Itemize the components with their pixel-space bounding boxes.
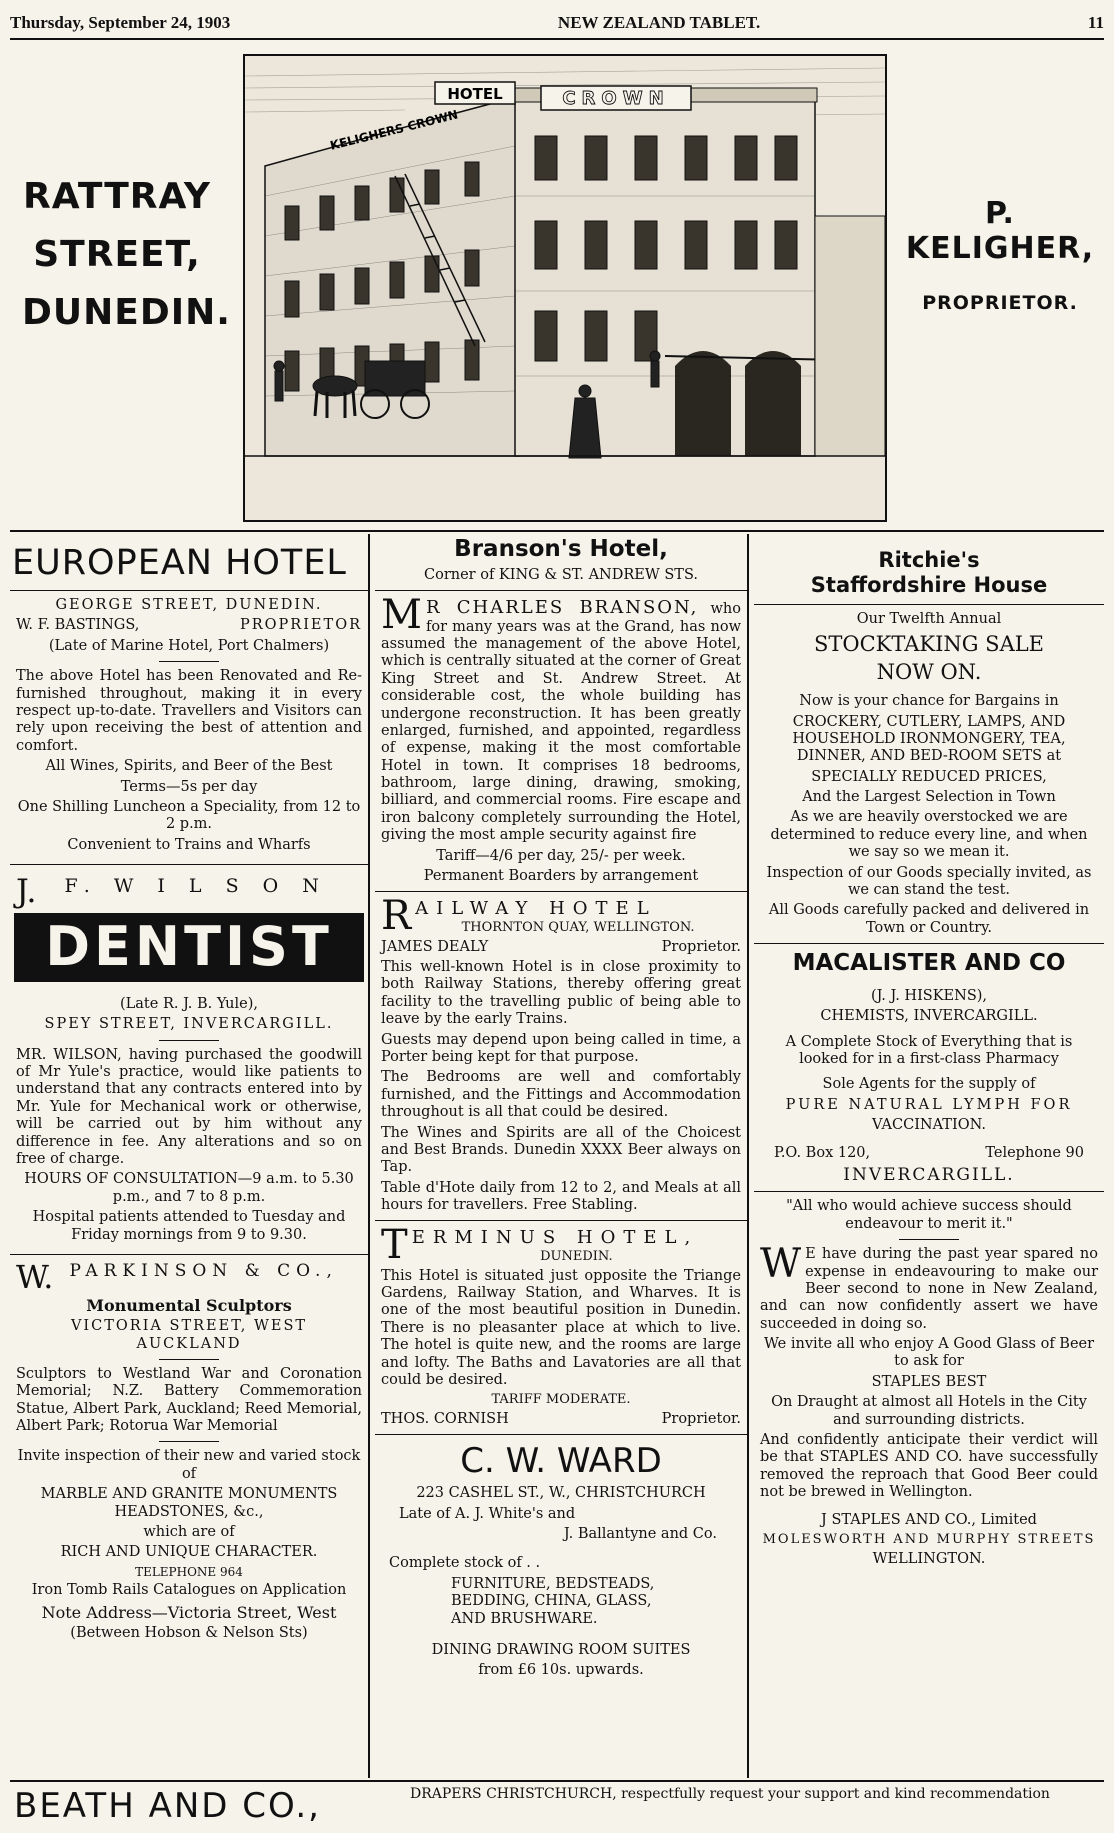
european-title: EUROPEAN HOTEL	[12, 543, 347, 583]
divider	[159, 1359, 219, 1360]
ritchie-selection: And the Largest Selection in Town	[802, 789, 1056, 806]
railway-p4: The Wines and Spirits are all of the Choicest and Best Brands. Dunedin XXXX Beer always on Tap.	[381, 1124, 741, 1176]
parkinson-between: (Between Hobson & Nelson Sts)	[70, 1624, 308, 1641]
macalister-stock: A Complete Stock of Everything that is looked for in a first-class Pharmacy	[785, 1033, 1073, 1067]
ritchie-title-b: Staffordshire House	[810, 573, 1048, 598]
proprietor-role: PROPRIETOR.	[922, 292, 1078, 314]
terminus-name: ERMINUS HOTEL,	[411, 1227, 699, 1249]
staples-lead-block	[760, 1241, 1098, 1333]
staples-initial: W	[760, 1241, 802, 1288]
terminus-city: DUNEDIN.	[540, 1249, 613, 1265]
ritchie-chance: Now is your chance for Bargains in	[799, 693, 1059, 710]
hero-right-proprietor	[895, 196, 1105, 314]
staples-invite: We invite all who enjoy A Good Glass of Beer to ask for	[763, 1336, 1095, 1370]
branson-hotel-ad	[375, 536, 747, 885]
hero-left-address	[22, 168, 231, 342]
european-terms: Terms—5s per day	[120, 778, 258, 795]
masthead: NEW ZEALAND TABLET.	[557, 13, 761, 32]
ritchie-title-a: Ritchie's	[878, 548, 980, 572]
divider	[375, 891, 747, 892]
parkinson-trade: Monumental Sculptors	[86, 1295, 292, 1315]
wilson-name: F. W I L S O N	[64, 875, 328, 898]
divider	[754, 943, 1104, 944]
parkinson-character: RICH AND UNIQUE CHARACTER.	[60, 1544, 318, 1561]
staples-city: WELLINGTON.	[872, 1550, 986, 1567]
parkinson-body: Sculptors to Westland War and Coronation Memorial; N.Z. Battery Commemoration Statue, Albert Park, Auckland; Reed Memorial, Albert Park; Rotorua War Memorial	[16, 1365, 362, 1435]
european-hotel-ad	[10, 542, 368, 854]
sign-side: KELIGHERS CROWN	[328, 107, 460, 153]
staples-verdict: And confidently anticipate their verdict will be that STAPLES AND CO. have successfully removed the reproach that Good Beer could not be brewed in Wellington.	[760, 1432, 1098, 1501]
staples-quote: "All who would achieve success should endeavour to merit it."	[786, 1198, 1072, 1232]
divider	[754, 604, 1104, 605]
terminus-hotel-ad	[375, 1222, 747, 1428]
branson-body-block	[381, 591, 741, 845]
parkinson-catalogues: Iron Tomb Rails Catalogues on Application	[31, 1582, 347, 1599]
staples-streets: MOLESWORTH AND MURPHY STREETS	[762, 1531, 1096, 1547]
parkinson-ad	[10, 1257, 368, 1642]
ward-address: 223 CASHEL ST., W., CHRISTCHURCH	[416, 1485, 706, 1502]
terminus-body: This Hotel is situated just opposite the Triange Gardens, Railway Station, and Wharves. It is one of the most beautiful position in Dunedin. There is no pleasanter place at which to live. The hotel is quite new, and the rooms are large and lofty. The Baths and Lavatories are all that could be desired.	[381, 1267, 741, 1389]
divider	[375, 590, 747, 591]
branson-corner: Corner of KING & ST. ANDREW STS.	[424, 566, 698, 583]
macalister-lymph: PURE NATURAL LYMPH FOR	[785, 1096, 1073, 1113]
divider	[754, 1191, 1104, 1192]
railway-initial: R	[381, 893, 412, 940]
parkinson-which: which are of	[143, 1524, 235, 1541]
beath-drapers: DRAPERS CHRISTCHURCH, respectfully request your support and kind recommendation	[410, 1786, 1050, 1802]
parkinson-telephone: TELEPHONE 964	[135, 1564, 243, 1579]
wilson-late: (Late R. J. B. Yule),	[120, 995, 258, 1012]
railway-hotel-ad	[375, 893, 747, 1214]
ward-title: C. W. WARD	[460, 1441, 662, 1482]
european-proprietor-label: PROPRIETOR	[239, 617, 362, 634]
railway-proprietor-name: JAMES DEALY	[381, 938, 489, 955]
wilson-hours: HOURS OF CONSULTATION—9 a.m. to 5.30 p.m., and 7 to 8 p.m.	[24, 1171, 354, 1205]
ward-late-b: J. Ballantyne and Co.	[563, 1525, 717, 1542]
branson-body: who for many years was at the Grand, has now assumed the management of the above Hotel, which is centrally situated at the corner of Great King Street and St. Andrew Street. At considerable cost, the whole building has undergone reconstruction. It has been greatly enlarged, furnished, and appointed, regardless of expense, making it the most comfortable Hotel in town. It comprises 18 bedrooms, bathroom, large dining, drawing, smoking, billiard, and commercial rooms. Fire escape and iron balcony completely surrounding the Hotel, giving the most ample security against fire	[381, 600, 741, 844]
page-header	[10, 8, 1104, 40]
terminus-heading	[381, 1222, 741, 1269]
crown-hotel-advert	[10, 48, 1104, 528]
railway-name: AILWAY HOTEL	[415, 898, 657, 920]
macalister-hiskens: (J. J. HISKENS),	[870, 987, 988, 1004]
railway-p1: This well-known Hotel is in close proximity to both Railway Stations, thereby offering great facility to the travelling public of being able to leave by the early Trains.	[381, 959, 741, 1028]
footer-advert	[10, 1780, 1104, 1830]
hero-divider	[10, 530, 1104, 532]
ward-goods: FURNITURE, BEDSTEADS, BEDDING, CHINA, GLASS, AND BRUSHWARE.	[451, 1575, 655, 1627]
railway-address: THORNTON QUAY, WELLINGTON.	[461, 920, 695, 936]
ritchie-overstocked: As we are heavily overstocked we are determined to reduce every line, and when we say so we mean it.	[770, 809, 1088, 861]
terminus-proprietor-line	[381, 1411, 741, 1428]
european-body: The above Hotel has been Renovated and Re-furnished throughout, making it in every respect up-to-date. Travellers and Visitors can rely upon receiving the best of attention and comfort.	[16, 668, 362, 754]
ward-suites: DINING DRAWING ROOM SUITES	[431, 1641, 691, 1658]
parkinson-invite: Invite inspection of their new and varied stock of	[17, 1448, 361, 1482]
divider	[375, 1220, 747, 1221]
wilson-heading	[16, 872, 362, 911]
wilson-address: SPEY STREET, INVERCARGILL.	[44, 1016, 334, 1033]
ritchie-prices: SPECIALLY REDUCED PRICES,	[811, 768, 1047, 785]
railway-proprietor-line	[381, 939, 741, 956]
macalister-vaccination: VACCINATION.	[872, 1117, 986, 1134]
column-middle	[375, 534, 749, 1778]
terminus-proprietor-label: Proprietor.	[661, 1411, 741, 1427]
hero-left-line-1: RATTRAY	[23, 176, 211, 217]
european-late: (Late of Marine Hotel, Port Chalmers)	[48, 637, 330, 654]
macalister-agents: Sole Agents for the supply of	[822, 1076, 1036, 1093]
wilson-dentist-ad	[10, 872, 368, 1244]
ritchie-sale: STOCKTAKING SALE	[813, 631, 1045, 656]
issue-date: Thursday, September 24, 1903	[10, 13, 231, 32]
staples-draught: On Draught at almost all Hotels in the City and surrounding districts.	[771, 1394, 1087, 1428]
ritchie-items: CROCKERY, CUTLERY, LAMPS, AND HOUSEHOLD IRONMONGERY, TEA, DINNER, AND BED-ROOM SETS at	[792, 713, 1066, 765]
macalister-contact-line	[774, 1145, 1084, 1162]
divider	[159, 1040, 219, 1041]
dentist-banner: DENTIST	[14, 913, 364, 982]
railway-p3: The Bedrooms are well and comfortably furnished, and the Fittings and Accommodation throughout is all that could be desired.	[381, 1069, 741, 1121]
ritchie-ad	[754, 548, 1104, 937]
branson-tariff: Tariff—4/6 per day, 25/- per week.	[436, 847, 686, 864]
ward-late-a: Late of A. J. White's and	[399, 1505, 576, 1522]
sign-hotel: HOTEL	[447, 85, 503, 103]
staples-brand: STAPLES BEST	[871, 1373, 987, 1390]
branson-initial: M	[381, 591, 422, 638]
parkinson-initial: W.	[16, 1257, 54, 1296]
divider	[375, 1434, 747, 1435]
page-number: 11	[1087, 13, 1104, 32]
parkinson-stock: MARBLE AND GRANITE MONUMENTS HEADSTONES, &c.,	[40, 1486, 338, 1520]
beath-name: BEATH AND CO.,	[14, 1786, 321, 1826]
column-left	[10, 534, 370, 1778]
ritchie-now: NOW ON.	[876, 659, 982, 684]
ward-complete: Complete stock of . .	[389, 1555, 541, 1572]
macalister-ad	[754, 950, 1104, 1185]
staples-ad	[754, 1198, 1104, 1568]
macalister-title: MACALISTER AND CO	[792, 950, 1066, 977]
wilson-hospital: Hospital patients attended to Tuesday and Friday mornings from 9 to 9.30.	[32, 1209, 346, 1243]
european-wines: All Wines, Spirits, and Beer of the Best	[45, 758, 333, 775]
advert-columns	[10, 534, 1104, 1778]
macalister-telephone: Telephone 90	[985, 1144, 1084, 1161]
divider	[10, 1254, 368, 1255]
branson-lead: R CHARLES BRANSON,	[425, 596, 699, 618]
railway-proprietor-label: Proprietor.	[661, 938, 741, 955]
european-convenient: Convenient to Trains and Wharfs	[67, 836, 311, 853]
macalister-city: INVERCARGILL.	[843, 1164, 1015, 1185]
macalister-box: P.O. Box 120,	[774, 1144, 871, 1161]
branson-title: Branson's Hotel,	[454, 536, 668, 562]
railway-p5: Table d'Hote daily from 12 to 2, and Meals at all hours for travellers. Free Stabling.	[381, 1179, 741, 1214]
parkinson-heading	[16, 1257, 362, 1296]
ritchie-delivered: All Goods carefully packed and delivered in Town or Country.	[768, 902, 1090, 936]
proprietor-name: P. KELIGHER,	[905, 196, 1095, 266]
staples-company: J STAPLES AND CO., Limited	[821, 1511, 1037, 1528]
divider	[10, 590, 368, 591]
wilson-body: MR. WILSON, having purchased the goodwill of Mr Yule's practice, would like patients to understand that any contracts entered into by Mr. Yule for Mechanical work or otherwise, will be carried out by him without any difference in fee. Any alterations and so on free of charge.	[16, 1046, 362, 1167]
hotel-engraving-svg	[245, 56, 885, 520]
hero-left-line-3: DUNEDIN.	[22, 292, 231, 333]
column-right	[754, 534, 1104, 1778]
sign-crown: CROWN	[562, 88, 670, 109]
railway-p2: Guests may depend upon being called in time, a Porter being kept for that purpose.	[381, 1031, 741, 1065]
ward-ad	[375, 1441, 747, 1679]
terminus-proprietor-name: THOS. CORNISH	[381, 1411, 509, 1427]
crown-hotel-illustration	[243, 54, 887, 522]
railway-heading	[381, 893, 741, 940]
divider	[159, 661, 219, 662]
terminus-initial: T	[381, 1222, 408, 1269]
divider	[899, 1239, 959, 1240]
european-proprietor-name: W. F. BASTINGS,	[16, 617, 140, 634]
staples-lead: E have during the past year spared no expense in endeavouring to make our Beer second to none in New Zealand, and can now confidently assert we have succeeded in doing so.	[760, 1246, 1098, 1332]
parkinson-note: Note Address—Victoria Street, West	[41, 1602, 337, 1622]
branson-boarders: Permanent Boarders by arrangement	[423, 868, 699, 885]
parkinson-address: VICTORIA STREET, WEST AUCKLAND	[70, 1318, 308, 1352]
divider	[159, 1441, 219, 1442]
macalister-chemists: CHEMISTS, INVERCARGILL.	[820, 1008, 1038, 1025]
ritchie-inspection: Inspection of our Goods specially invited, as we can stand the test.	[766, 864, 1092, 899]
terminus-tariff: TARIFF MODERATE.	[491, 1392, 631, 1408]
european-luncheon: One Shilling Luncheon a Speciality, from 12 to 2 p.m.	[17, 798, 361, 833]
european-proprietor-line	[16, 617, 362, 634]
wilson-initial: J.	[16, 872, 37, 911]
ward-price: from £6 10s. upwards.	[478, 1662, 644, 1679]
divider	[10, 864, 368, 865]
ritchie-annual: Our Twelfth Annual	[856, 611, 1002, 628]
european-address: GEORGE STREET, DUNEDIN.	[55, 597, 323, 613]
parkinson-name: PARKINSON & CO.,	[69, 1260, 338, 1281]
hero-left-line-2: STREET,	[33, 234, 201, 275]
